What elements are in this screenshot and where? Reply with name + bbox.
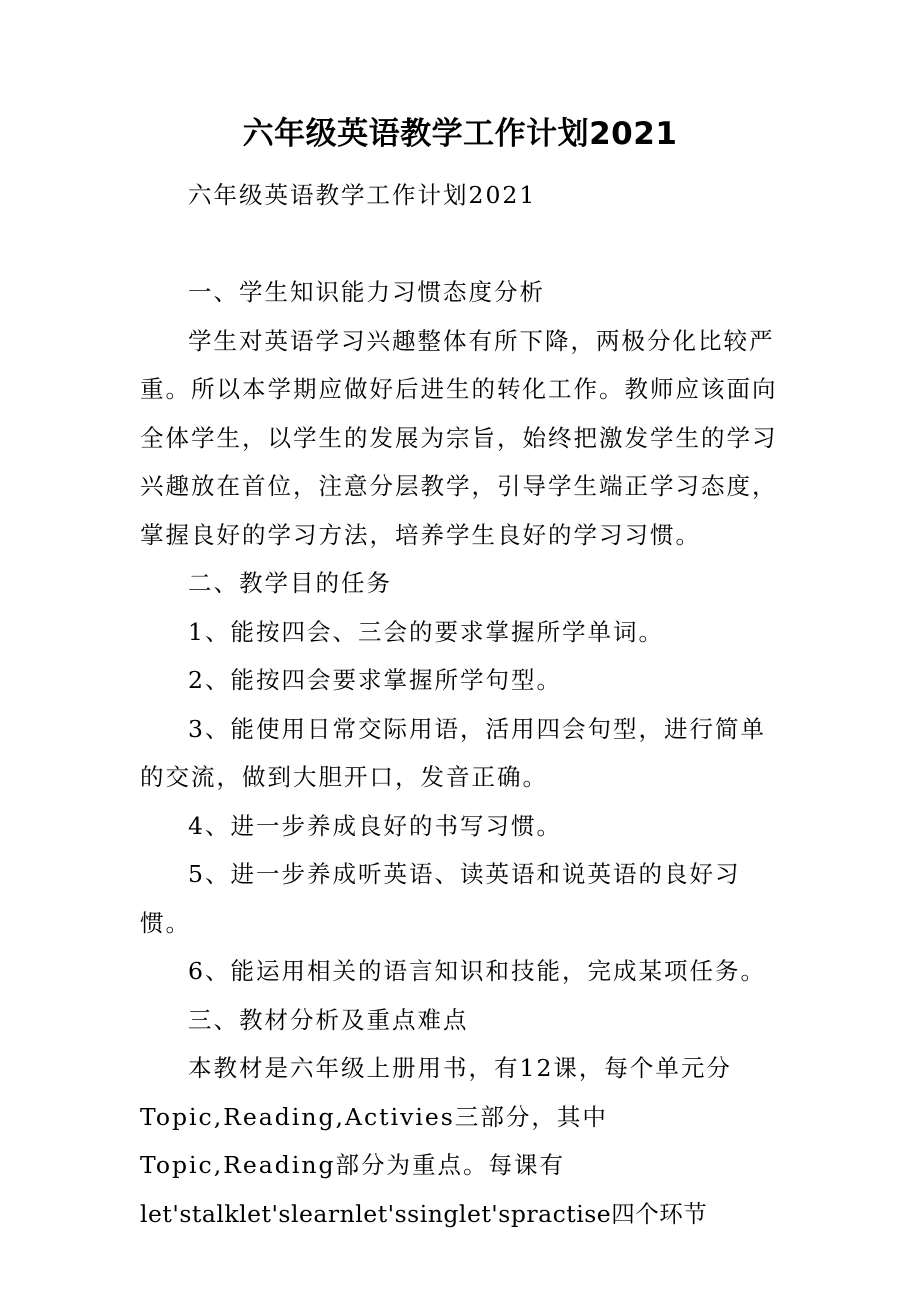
section-heading-1: 一、学生知识能力习惯态度分析 — [188, 278, 545, 306]
section-paragraph-1: 学生对英语学习兴趣整体有所下降，两极分化比较严重。所以本学期应做好后进生的转化工作。教师应该面向全体学生，以学生的发展为宗旨，始终把激发学生的学习兴趣放在首位，注意分层教学，引导学生端正学习态度，掌握良好的学习方法，培养学生良好的学习习惯。 — [140, 326, 778, 549]
document-title: 六年级英语教学工作计划2021 — [242, 116, 678, 152]
task-item-1: 1、能按四会、三会的要求掌握所学单词。 — [188, 617, 664, 646]
task-item-3: 3、能使用日常交际用语，活用四会句型，进行简单的交流，做到大胆开口，发音正确。 — [140, 714, 766, 791]
task-item-6: 6、能运用相关的语言知识和技能，完成某项任务。 — [188, 957, 766, 985]
document-subtitle: 六年级英语教学工作计划2021 — [188, 181, 537, 209]
task-item-4: 4、进一步养成良好的书写习惯。 — [188, 811, 562, 840]
section-paragraph-3a: 本教材是六年级上册用书，有12课，每个单元分Topic,Reading,Activies三部分，其中Topic,Reading部分为重点。每课有 — [140, 1054, 732, 1179]
task-item-2: 2、能按四会要求掌握所学句型。 — [188, 666, 562, 694]
section-heading-3: 三、教材分析及重点难点 — [188, 1005, 469, 1034]
task-item-5: 5、进一步养成听英语、读英语和说英语的良好习惯。 — [140, 860, 741, 937]
section-paragraph-3b: let'stalklet'slearnlet'ssinglet'spractise四个环节 — [140, 1199, 708, 1228]
document-body — [140, 171, 780, 1238]
section-heading-2: 二、教学目的任务 — [188, 569, 392, 597]
blank-line — [140, 220, 780, 269]
